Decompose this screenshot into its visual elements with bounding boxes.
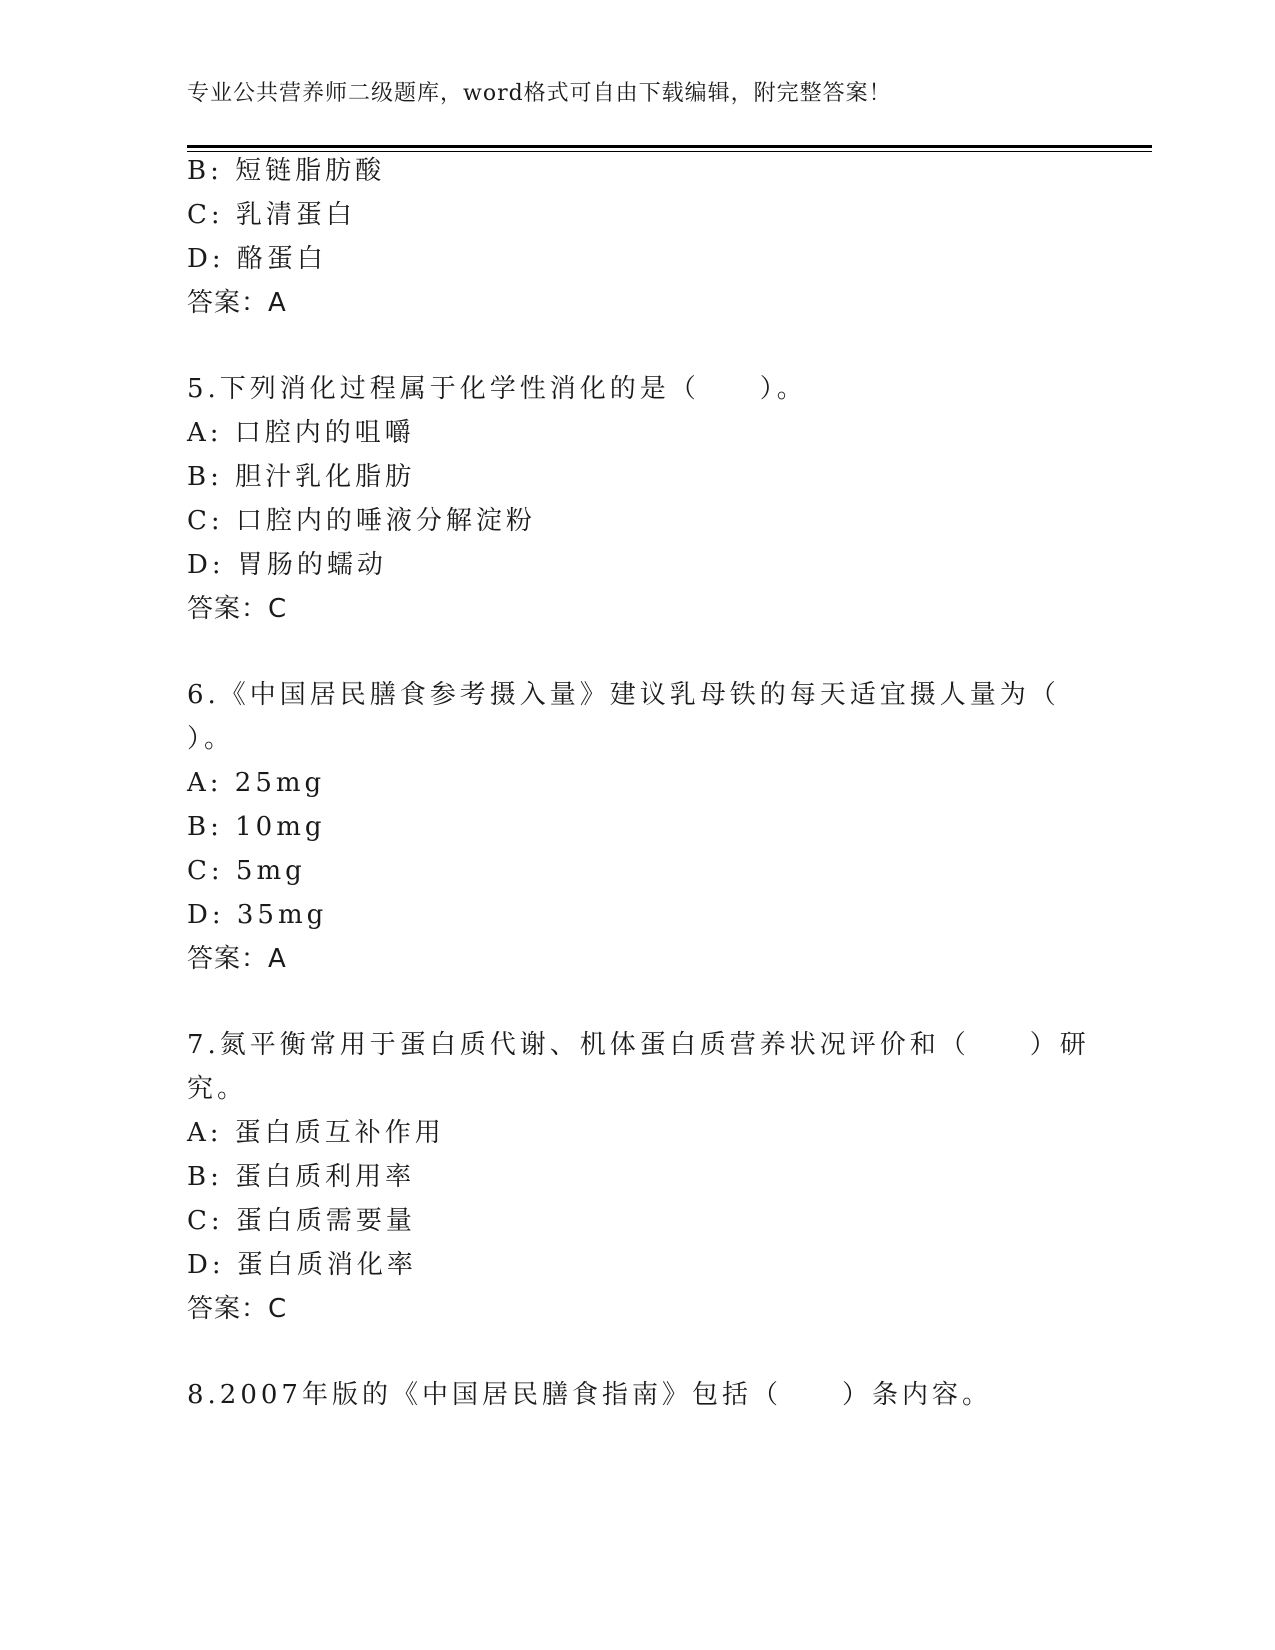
q4-answer: 答案：A (187, 288, 287, 318)
q6-option-a: A: 25mg (187, 768, 326, 798)
q4-option-d: D: 酪蛋白 (187, 244, 327, 274)
header-rule-thick (187, 145, 1152, 148)
q6-stem-line1: 6.《中国居民膳食参考摄入量》建议乳母铁的每天适宜摄人量为（ (187, 680, 1060, 710)
q5-answer: 答案：C (187, 594, 288, 624)
q7-stem-line1: 7.氮平衡常用于蛋白质代谢、机体蛋白质营养状况评价和（ ）研 (187, 1030, 1090, 1060)
q5-option-a: A: 口腔内的咀嚼 (187, 418, 415, 448)
q4-option-c: C: 乳清蛋白 (187, 200, 356, 230)
q6-answer: 答案：A (187, 944, 287, 974)
q5-option-d: D: 胃肠的蠕动 (187, 550, 387, 580)
q6-option-d: D: 35mg (187, 900, 328, 930)
q7-option-d: D: 蛋白质消化率 (187, 1250, 417, 1280)
q5-option-c: C: 口腔内的唾液分解淀粉 (187, 506, 536, 536)
q8-stem: 8.2007年版的《中国居民膳食指南》包括（ ）条内容。 (187, 1380, 992, 1410)
q5-option-b: B: 胆汁乳化脂肪 (187, 462, 416, 492)
q7-stem-line2: 究。 (187, 1074, 248, 1104)
page-header: 专业公共营养师二级题库，word格式可自由下载编辑，附完整答案！ (187, 81, 892, 106)
q7-answer: 答案：C (187, 1294, 288, 1324)
q7-option-c: C: 蛋白质需要量 (187, 1206, 416, 1236)
header-rule-thin (187, 151, 1152, 152)
q6-stem-line2: ）。 (187, 724, 235, 754)
q7-option-a: A: 蛋白质互补作用 (187, 1118, 445, 1148)
q5-stem: 5.下列消化过程属于化学性消化的是（ ）。 (187, 374, 807, 404)
q6-option-c: C: 5mg (187, 856, 306, 886)
q4-option-b: B: 短链脂肪酸 (187, 156, 386, 186)
q6-option-b: B: 10mg (187, 812, 326, 842)
q7-option-b: B: 蛋白质利用率 (187, 1162, 416, 1192)
